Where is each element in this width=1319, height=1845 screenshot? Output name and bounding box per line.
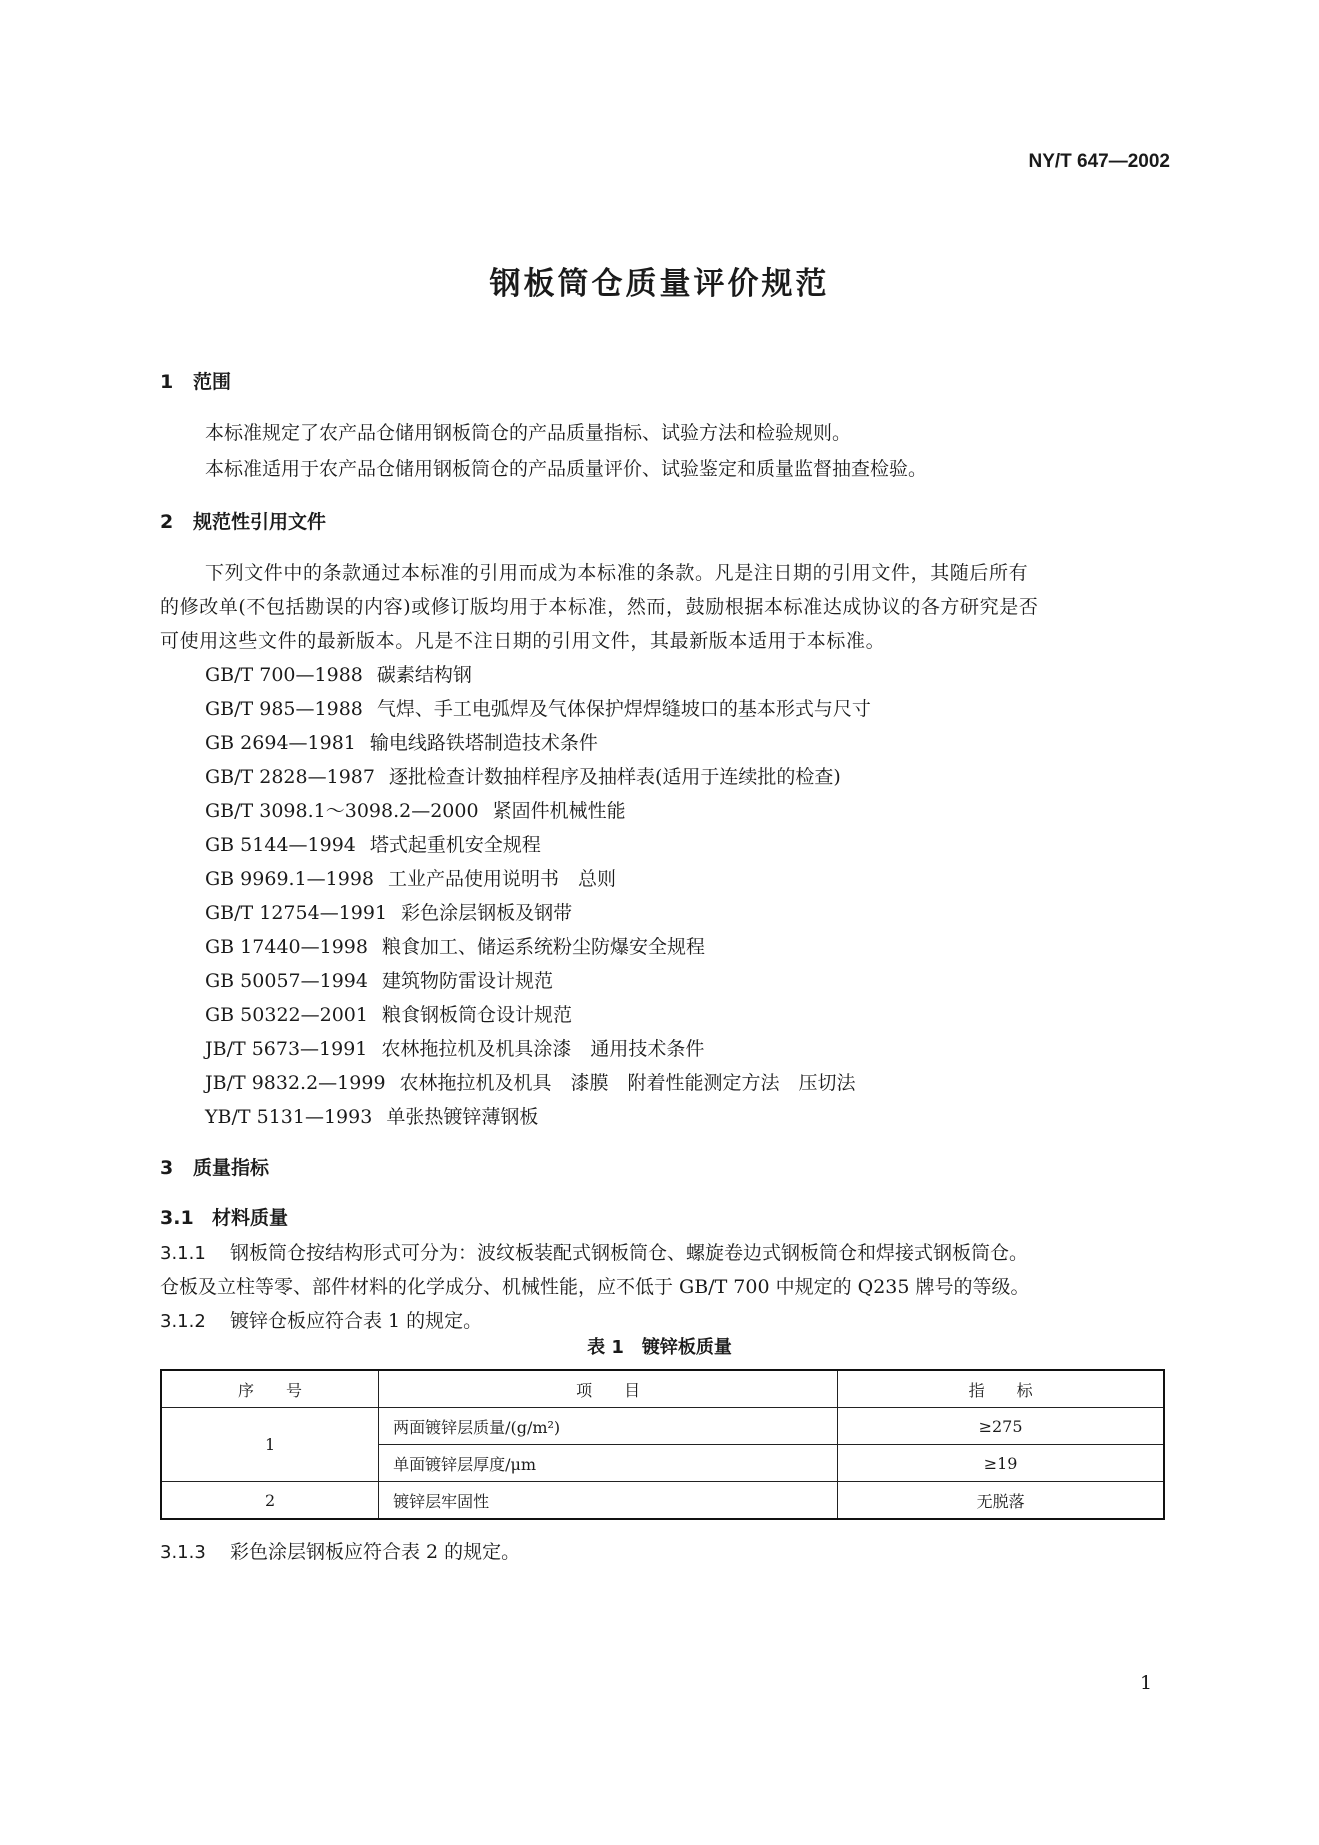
table-row [161, 1482, 1164, 1520]
reference-item [205, 830, 541, 857]
reference-code: GB/T 2828—1987 [205, 766, 375, 788]
clause-text: 镀锌仓板应符合表 1 的规定。 [230, 1310, 483, 1332]
section-title: 范围 [193, 371, 232, 393]
clause-text: 彩色涂层钢板应符合表 2 的规定。 [230, 1541, 521, 1563]
page-number: 1 [1140, 1672, 1153, 1694]
reference-name: 输电线路铁塔制造技术条件 [369, 732, 598, 754]
reference-name: 工业产品使用说明书 总则 [388, 868, 617, 890]
reference-code: GB 17440—1998 [205, 936, 368, 958]
reference-code: GB/T 700—1988 [205, 664, 363, 686]
reference-name: 彩色涂层钢板及钢带 [401, 902, 573, 924]
cell-seq: 2 [161, 1482, 379, 1520]
reference-code: GB 5144—1994 [205, 834, 356, 856]
table-caption: 表 1 镀锌板质量 [587, 1337, 732, 1358]
reference-code: GB 50322—2001 [205, 1004, 368, 1026]
section-title: 规范性引用文件 [193, 511, 327, 533]
reference-item [205, 864, 616, 891]
reference-item [205, 660, 472, 687]
section-number: 2 [160, 511, 174, 533]
reference-name: 单张热镀锌薄钢板 [386, 1106, 539, 1128]
document-title: 钢板筒仓质量评价规范 [489, 266, 830, 302]
column-header-item: 项 目 [379, 1370, 838, 1408]
reference-code: GB 2694—1981 [205, 732, 356, 754]
clause-3-1-3 [160, 1537, 520, 1564]
cell-value: ≥19 [838, 1445, 1164, 1482]
reference-name: 粮食钢板筒仓设计规范 [381, 1004, 572, 1026]
paragraph: 本标准规定了农产品仓储用钢板筒仓的产品质量指标、试验方法和检验规则。 [205, 422, 852, 444]
subsection-title: 材料质量 [212, 1207, 289, 1229]
reference-name: 粮食加工、储运系统粉尘防爆安全规程 [381, 936, 705, 958]
reference-item [205, 1034, 704, 1061]
reference-name: 气焊、手工电弧焊及气体保护焊焊缝坡口的基本形式与尺寸 [376, 698, 871, 720]
clause-text-continued: 仓板及立柱等零、部件材料的化学成分、机械性能，应不低于 GB/T 700 中规定的 Q235 牌号的等级。 [160, 1276, 1030, 1298]
cell-item: 单面镀锌层厚度/μm [379, 1445, 838, 1482]
reference-item [205, 1000, 572, 1027]
column-header-seq: 序 号 [161, 1370, 379, 1408]
section-2-heading [160, 507, 326, 534]
cell-value: 无脱落 [838, 1482, 1164, 1520]
reference-name: 碳素结构钢 [376, 664, 472, 686]
reference-item [205, 694, 871, 721]
cell-item: 镀锌层牢固性 [379, 1482, 838, 1520]
section-1-heading [160, 367, 231, 394]
subsection-3-1-heading [160, 1203, 288, 1230]
reference-code: GB 50057—1994 [205, 970, 368, 992]
reference-code: GB/T 985—1988 [205, 698, 363, 720]
column-header-value: 指 标 [838, 1370, 1164, 1408]
reference-code: JB/T 5673—1991 [205, 1038, 368, 1060]
reference-code: YB/T 5131—1993 [205, 1106, 373, 1128]
section-title: 质量指标 [193, 1157, 270, 1179]
cell-item: 两面镀锌层质量/(g/m²) [379, 1408, 838, 1445]
reference-item [205, 796, 626, 823]
reference-name: 塔式起重机安全规程 [369, 834, 541, 856]
reference-code: GB/T 12754—1991 [205, 902, 388, 924]
reference-item [205, 728, 598, 755]
reference-item [205, 898, 572, 925]
table-header-row [161, 1370, 1164, 1408]
reference-name: 建筑物防雷设计规范 [381, 970, 553, 992]
reference-code: JB/T 9832.2—1999 [205, 1072, 386, 1094]
reference-item [205, 1068, 856, 1095]
reference-code: GB 9969.1—1998 [205, 868, 375, 890]
cell-seq: 1 [161, 1408, 379, 1482]
clause-3-1-2 [160, 1306, 482, 1333]
reference-item [205, 966, 553, 993]
reference-item [205, 932, 705, 959]
paragraph-line: 的修改单(不包括勘误的内容)或修订版均用于本标准，然而，鼓励根据本标准达成协议的各方研究是否 [160, 596, 1039, 618]
reference-item [205, 762, 841, 789]
clause-text: 钢板筒仓按结构形式可分为：波纹板装配式钢板筒仓、螺旋卷边式钢板筒仓和焊接式钢板筒仓。 [230, 1242, 1029, 1264]
section-number: 3 [160, 1157, 174, 1179]
cell-value: ≥275 [838, 1408, 1164, 1445]
reference-name: 逐批检查计数抽样程序及抽样表(适用于连续批的检查) [388, 766, 841, 788]
reference-name: 紧固件机械性能 [492, 800, 626, 822]
reference-code: GB/T 3098.1～3098.2—2000 [205, 800, 479, 822]
paragraph-line: 可使用这些文件的最新版本。凡是不注日期的引用文件，其最新版本适用于本标准。 [160, 630, 886, 652]
section-3-heading [160, 1153, 269, 1180]
paragraph: 本标准适用于农产品仓储用钢板筒仓的产品质量评价、试验鉴定和质量监督抽查检验。 [205, 458, 928, 480]
paragraph-line: 下列文件中的条款通过本标准的引用而成为本标准的条款。凡是注日期的引用文件，其随后所有 [205, 562, 1029, 584]
reference-item [205, 1102, 538, 1129]
subsection-number: 3.1 [160, 1207, 194, 1229]
reference-name: 农林拖拉机及机具涂漆 通用技术条件 [381, 1038, 705, 1060]
clause-3-1-1 [160, 1238, 1028, 1265]
clause-number: 3.1.3 [160, 1542, 206, 1563]
section-number: 1 [160, 371, 174, 393]
clause-number: 3.1.1 [160, 1243, 206, 1264]
galvanized-sheet-quality-table [160, 1369, 1165, 1520]
clause-number: 3.1.2 [160, 1311, 206, 1332]
document-code: NY/T 647—2002 [1028, 151, 1170, 172]
reference-name: 农林拖拉机及机具 漆膜 附着性能测定方法 压切法 [399, 1072, 856, 1094]
table-row [161, 1408, 1164, 1445]
